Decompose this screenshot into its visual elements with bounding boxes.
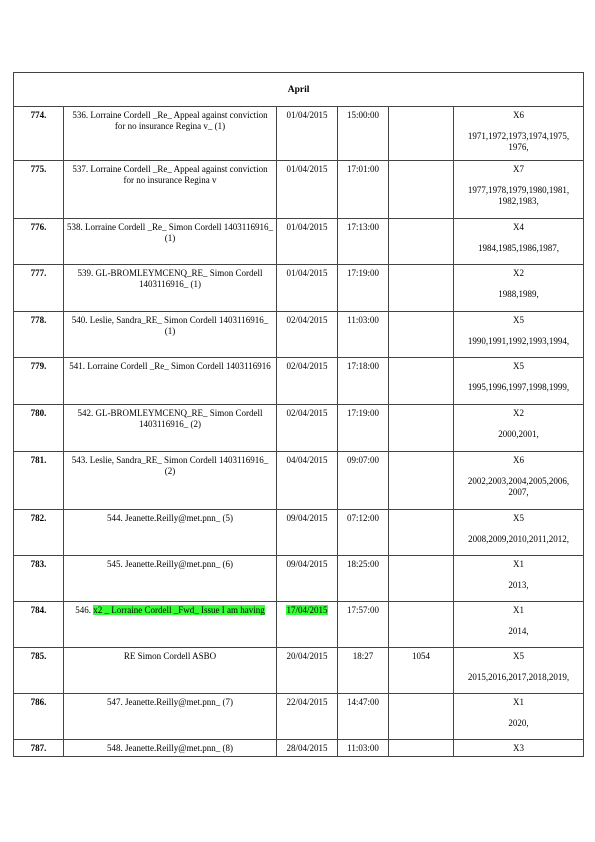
row-number: 779. [14,358,64,405]
attachment-ids: 1984,1985,1986,1987, [478,243,560,253]
row-number: 777. [14,265,64,312]
email-time: 07:12:00 [338,510,389,556]
row-number: 774. [14,107,64,161]
attachment-ids: 2020, [508,718,529,728]
table-row [14,740,584,757]
attachment-count: X1 [513,559,525,569]
attachment-count: X5 [513,513,525,523]
email-subject: 543. Leslie, Sandra_RE_ Simon Cordell 1403116916_ (2) [64,452,277,510]
email-date: 02/04/2015 [277,312,338,358]
email-extra [389,219,454,265]
email-extra [389,510,454,556]
attachment-ids: 2014, [508,626,529,636]
attachment-cell [454,452,584,510]
row-number: 786. [14,694,64,740]
attachment-cell [454,556,584,602]
attachment-count: X2 [513,408,525,418]
email-time: 14:47:00 [338,694,389,740]
email-time: 17:57:00 [338,602,389,648]
email-extra [389,556,454,602]
email-subject: 540. Leslie, Sandra_RE_ Simon Cordell 1403116916_ (1) [64,312,277,358]
attachment-count: X5 [513,651,525,661]
attachment-ids: 2000,2001, [498,429,539,439]
row-number: 776. [14,219,64,265]
attachment-cell [454,602,584,648]
email-subject: 542. GL-BROMLEYMCENQ_RE_ Simon Cordell 1403116916_ (2) [64,405,277,452]
row-number: 785. [14,648,64,694]
attachment-cell [454,405,584,452]
email-subject: 537. Lorraine Cordell _Re_ Appeal against conviction for no insurance Regina v [64,161,277,219]
table-row [14,265,584,312]
email-date [277,602,338,648]
email-subject: 545. Jeanette.Reilly@met.pnn_ (6) [64,556,277,602]
email-time: 17:18:00 [338,358,389,405]
attachment-cell [454,740,584,757]
subject-prefix: 546. [75,605,94,615]
email-date: 01/04/2015 [277,265,338,312]
row-number: 781. [14,452,64,510]
email-extra: 1054 [389,648,454,694]
attachment-count: X1 [513,605,525,615]
attachment-cell [454,161,584,219]
attachment-cell [454,510,584,556]
table-row [14,312,584,358]
attachment-ids: 1971,1972,1973,1974,1975, 1976, [467,131,570,152]
table-row [14,452,584,510]
email-extra [389,694,454,740]
attachment-cell [454,358,584,405]
attachment-cell [454,107,584,161]
row-number: 784. [14,602,64,648]
email-subject: 547. Jeanette.Reilly@met.pnn_ (7) [64,694,277,740]
email-subject [64,602,277,648]
email-log-table [13,72,584,757]
email-date: 28/04/2015 [277,740,338,757]
attachment-count: X6 [513,455,525,465]
email-date: 02/04/2015 [277,405,338,452]
email-date: 01/04/2015 [277,107,338,161]
row-number: 783. [14,556,64,602]
attachment-cell [454,219,584,265]
table-row [14,405,584,452]
email-subject: 539. GL-BROMLEYMCENQ_RE_ Simon Cordell 1403116916_ (1) [64,265,277,312]
email-date: 20/04/2015 [277,648,338,694]
attachment-count: X3 [513,743,525,753]
email-extra [389,358,454,405]
attachment-ids: 1988,1989, [498,289,539,299]
email-time: 11:03:00 [338,312,389,358]
month-title: April [14,73,584,107]
attachment-ids: 1977,1978,1979,1980,1981, 1982,1983, [467,185,570,206]
table-row [14,694,584,740]
table-row [14,219,584,265]
email-subject: 541. Lorraine Cordell _Re_ Simon Cordell 1403116916 [64,358,277,405]
email-extra [389,312,454,358]
email-time: 15:00:00 [338,107,389,161]
email-subject: 536. Lorraine Cordell _Re_ Appeal against conviction for no insurance Regina v_ (1) [64,107,277,161]
email-time: 17:19:00 [338,265,389,312]
email-date: 09/04/2015 [277,556,338,602]
table-row [14,648,584,694]
attachment-count: X5 [513,361,525,371]
table-row [14,358,584,405]
table-row [14,556,584,602]
row-number: 787. [14,740,64,757]
table-row [14,107,584,161]
email-extra [389,452,454,510]
email-subject: 538. Lorraine Cordell _Re_ Simon Cordell 1403116916_ (1) [64,219,277,265]
email-extra [389,161,454,219]
email-time: 17:19:00 [338,405,389,452]
attachment-count: X4 [513,222,525,232]
attachment-cell [454,648,584,694]
month-header-row [14,73,584,107]
attachment-count: X5 [513,315,525,325]
attachment-ids: 2002,2003,2004,2005,2006, 2007, [467,476,570,497]
email-subject: 548. Jeanette.Reilly@met.pnn_ (8) [64,740,277,757]
highlighted-date: 17/04/2015 [286,605,328,615]
email-extra [389,740,454,757]
attachment-ids: 1990,1991,1992,1993,1994, [467,336,570,346]
row-number: 778. [14,312,64,358]
email-date: 22/04/2015 [277,694,338,740]
email-date: 01/04/2015 [277,161,338,219]
email-extra [389,602,454,648]
highlighted-subject: x2 _ Lorraine Cordell _Fwd_ Issue I am having [93,605,265,615]
attachment-ids: 2013, [508,580,529,590]
attachment-ids: 2015,2016,2017,2018,2019, [467,672,570,682]
table-row [14,510,584,556]
email-extra [389,405,454,452]
attachment-count: X1 [513,697,525,707]
table-row [14,602,584,648]
row-number: 782. [14,510,64,556]
row-number: 780. [14,405,64,452]
email-time: 11:03:00 [338,740,389,757]
attachment-cell [454,265,584,312]
attachment-ids: 1995,1996,1997,1998,1999, [467,382,570,392]
email-time: 17:01:00 [338,161,389,219]
email-extra [389,107,454,161]
attachment-count: X6 [513,110,525,120]
email-date: 04/04/2015 [277,452,338,510]
table-row [14,161,584,219]
email-time: 18:25:00 [338,556,389,602]
row-number: 775. [14,161,64,219]
email-date: 01/04/2015 [277,219,338,265]
email-time: 09:07:00 [338,452,389,510]
email-date: 09/04/2015 [277,510,338,556]
email-time: 17:13:00 [338,219,389,265]
attachment-cell [454,694,584,740]
email-date: 02/04/2015 [277,358,338,405]
email-time: 18:27 [338,648,389,694]
email-subject: 544. Jeanette.Reilly@met.pnn_ (5) [64,510,277,556]
attachment-count: X2 [513,268,525,278]
email-subject: RE Simon Cordell ASBO [64,648,277,694]
attachment-cell [454,312,584,358]
attachment-count: X7 [513,164,525,174]
attachment-ids: 2008,2009,2010,2011,2012, [468,534,569,544]
email-extra [389,265,454,312]
